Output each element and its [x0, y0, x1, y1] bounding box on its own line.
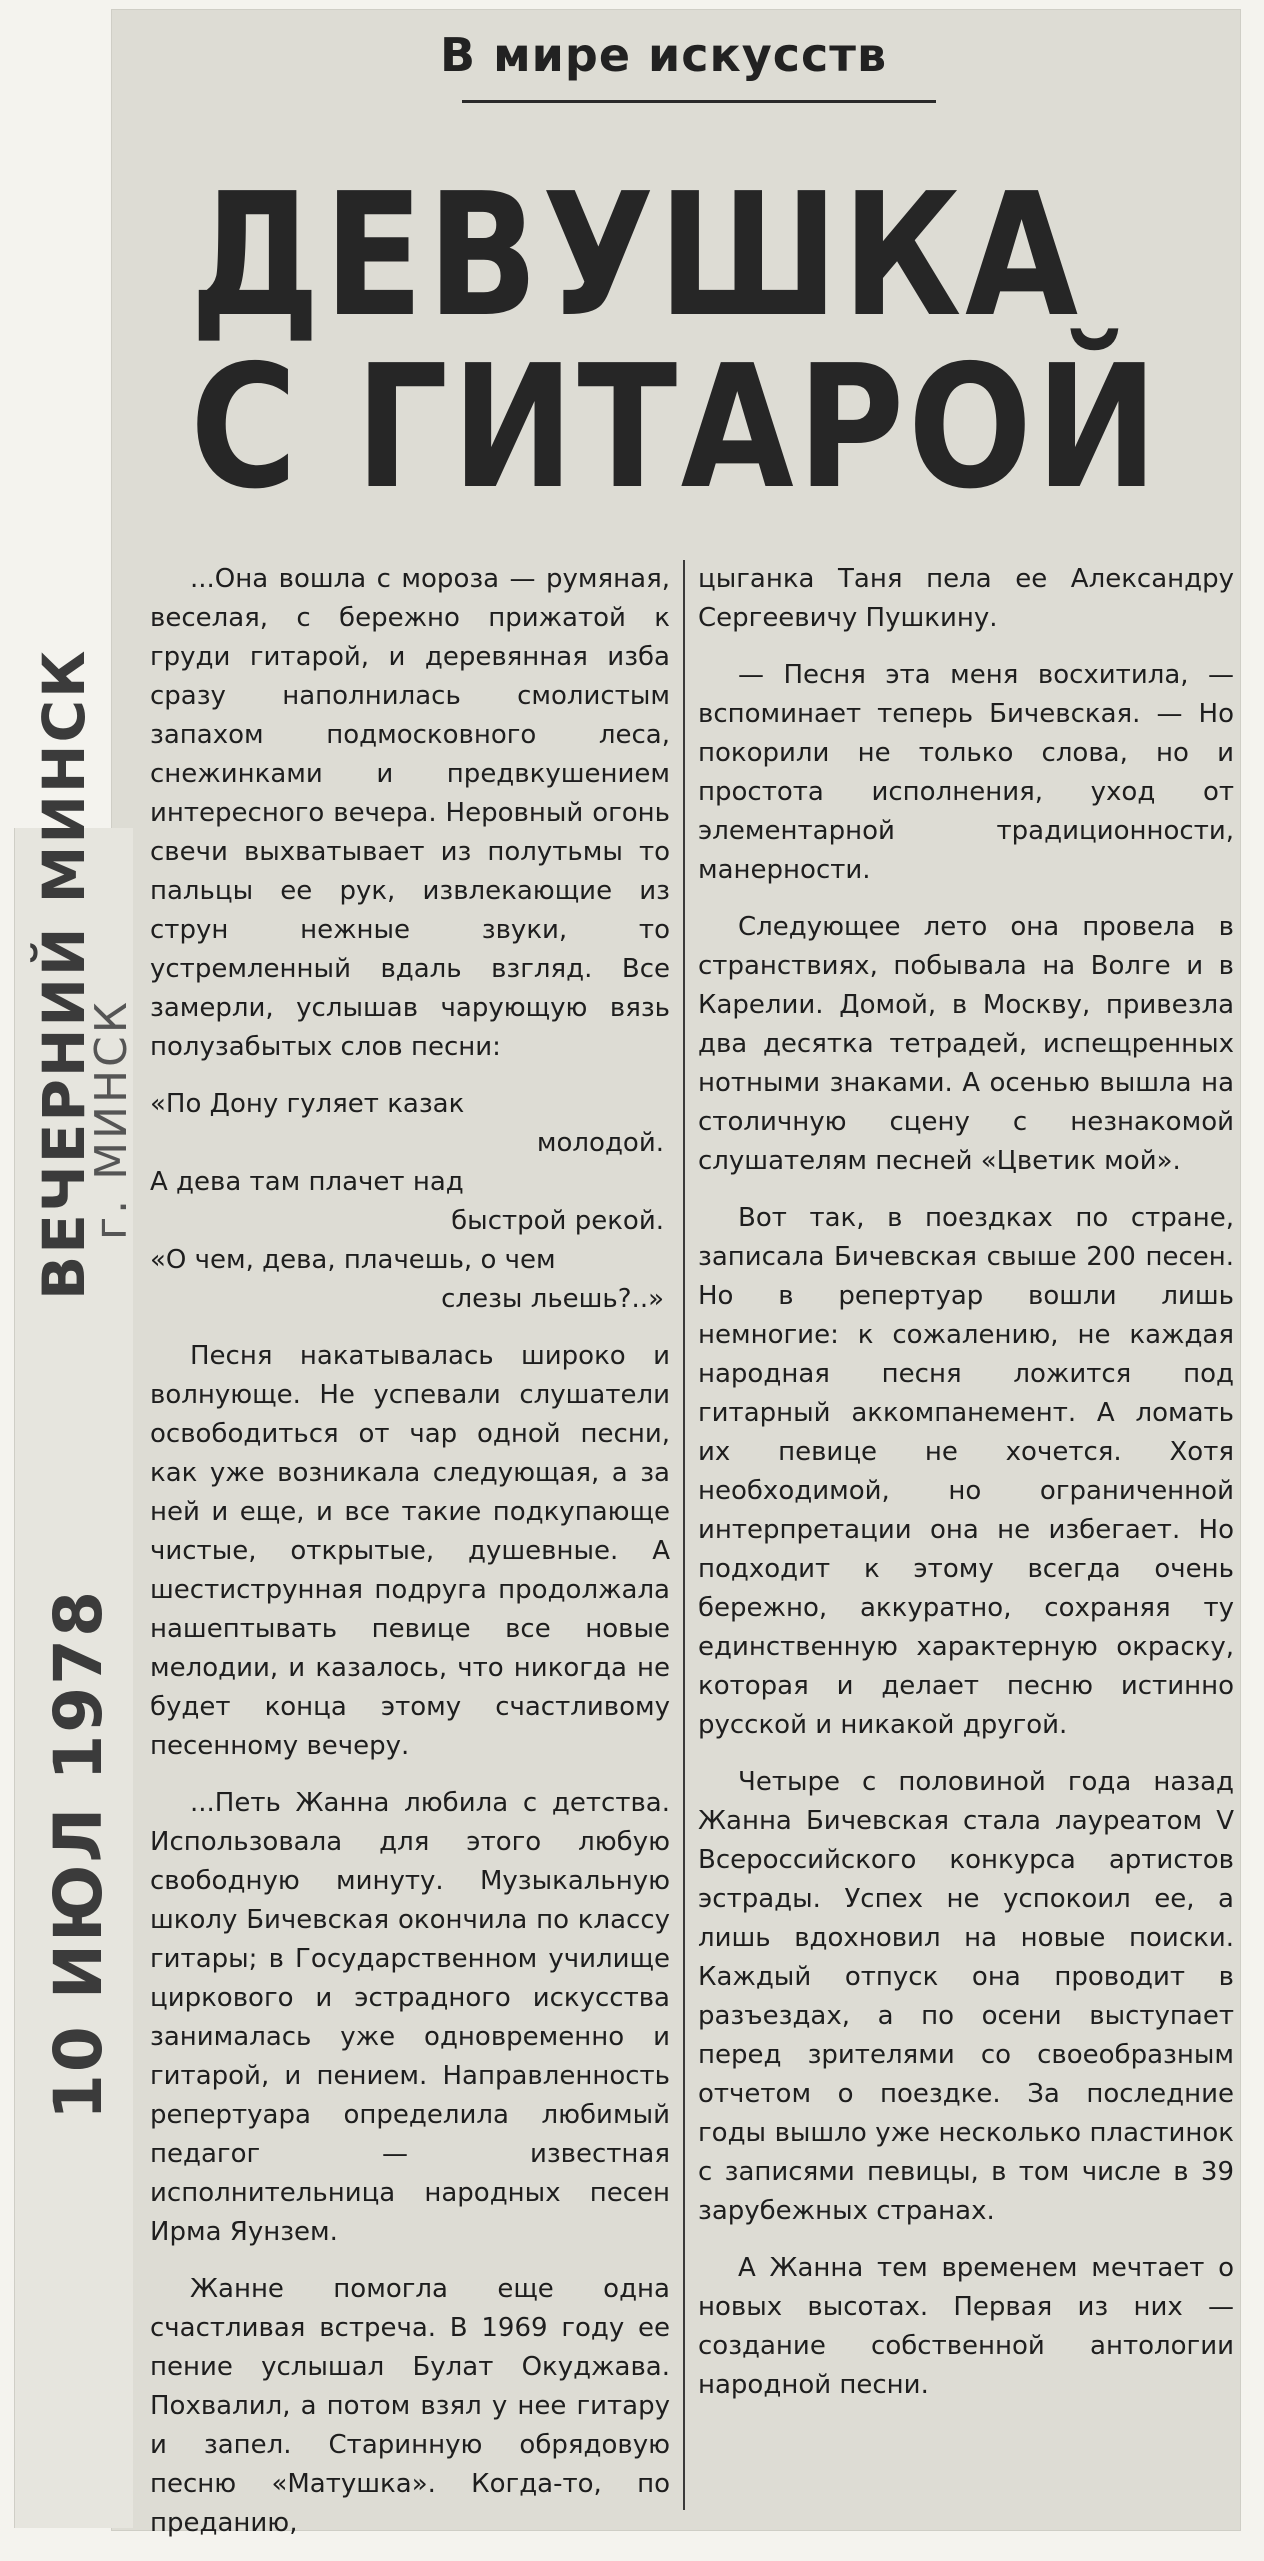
- paragraph: Вот так, в поездках по стране, записала Бичевская свыше 200 песен. Но в репертуар вошли лишь немногие: к сожалению, не каждая народная песня ложится под гитарный аккомпанемент. А ломать их певице не хочется. Хотя необходимой, но ограниченной интерпретации она не избегает. Но подходит к этому всегда очень бережно, аккуратно, сохраняя ту единственную характерную окраску, которая и делает песню истинно русской и никакой другой.: [698, 1203, 1234, 1740]
- paragraph: Песня накатывалась широко и волнующе. Не успевали слушатели освободиться от чар одной песни, как уже возникала следующая, а за ней и еще, и все такие подкупающе чистые, открытые, душевные. А шестиструнная подруга продолжала нашептывать певице все новые мелодии, и казалось, что никогда не будет конца этому счастливому песенному вечеру.: [150, 1341, 670, 1761]
- verse-line: «По Дону гуляет казак: [150, 1089, 465, 1119]
- paragraph: — Песня эта меня восхитила, — вспоминает теперь Бичевская. — Но покорили не только слова, но и простота исполнения, уход от элементарной традиционности, манерности.: [698, 660, 1234, 885]
- paragraph: А Жанна тем временем мечтает о новых высотах. Первая из них — создание собственной антологии народной песни.: [698, 2253, 1234, 2400]
- paragraph: ...Петь Жанна любила с детства. Использовала для этого любую свободную минуту. Музыкальную школу Бичевская окончила по классу гитары; в Государственном училище циркового и эстрадного искусства занималась уже одновременно и гитарой, и пением. Направленность репертуара определила любимый педагог — известная исполнительница народных песен Ирма Яунзем.: [150, 1788, 670, 2247]
- verse-line-tail: быстрой рекой.: [451, 1206, 664, 1236]
- section-rubric: В мире искусств: [440, 28, 888, 82]
- verse-line-tail: слезы льешь?..»: [441, 1284, 664, 1314]
- article-left-column: [150, 560, 670, 2561]
- paragraph: ...Она вошла с мороза — румяная, веселая, с бережно прижатой к груди гитарой, и деревянная изба сразу наполнилась смолистым запахом подмосковного леса, снежинками и предвкушением интересного вечера. Неровный огонь свечи выхватывает из полутьмы то пальцы ее рук, извлекающие из струн нежные звуки, то устремленный вдаль взгляд. Все замерли, услышав чарующую вязь полузабытых слов песни:: [150, 564, 670, 1062]
- rubric-underline: [462, 100, 936, 103]
- paragraph: цыганка Таня пела ее Александру Сергеевичу Пушкину.: [698, 564, 1234, 633]
- article-headline: [190, 157, 1162, 527]
- city-stamp: г. МИНСК: [86, 998, 137, 1240]
- verse-line: А дева там плачет над: [150, 1167, 464, 1197]
- column-divider: [683, 560, 685, 2510]
- paragraph: Четыре с половиной года назад Жанна Бичевская стала лауреатом V Всероссийского конкурса артистов эстрады. Успех не успокоил ее, а лишь вдохновил на новые поиски. Каждый отпуск она проводит в разъездах, а по осени выступает перед зрителями со своеобразным отчетом о поездке. За последние годы вышло уже несколько пластинок с записями певицы, в том числе в 39 зарубежных странах.: [698, 1767, 1234, 2226]
- verse-line-tail: молодой.: [536, 1128, 664, 1158]
- date-stamp: 10 ИЮЛ 1978: [40, 1588, 117, 2120]
- paragraph: Жанне помогла еще одна счастливая встреча. В 1969 году ее пение услышал Булат Окуджава. Похвалил, а потом взял у нее гитару и запел. Старинную обрядовую песню «Матушка». Когда-то, по преданию,: [150, 2274, 670, 2538]
- newspaper-name-stamp: ВЕЧЕРНИЙ МИНСК: [30, 648, 98, 1300]
- song-verse: [150, 1085, 670, 1319]
- paragraph: Следующее лето она провела в странствиях, побывала на Волге и в Карелии. Домой, в Москву, привезла два десятка тетрадей, испещренных нотными знаками. А осенью вышла на столичную сцену с незнакомой слушателям песней «Цветик мой».: [698, 912, 1234, 1176]
- headline-line-2: С ГИТАРОЙ: [190, 329, 1162, 527]
- article-right-column: [698, 560, 1234, 2423]
- verse-line: «О чем, дева, плачешь, о чем: [150, 1245, 556, 1275]
- headline-line-1: ДЕВУШКА: [190, 157, 1082, 355]
